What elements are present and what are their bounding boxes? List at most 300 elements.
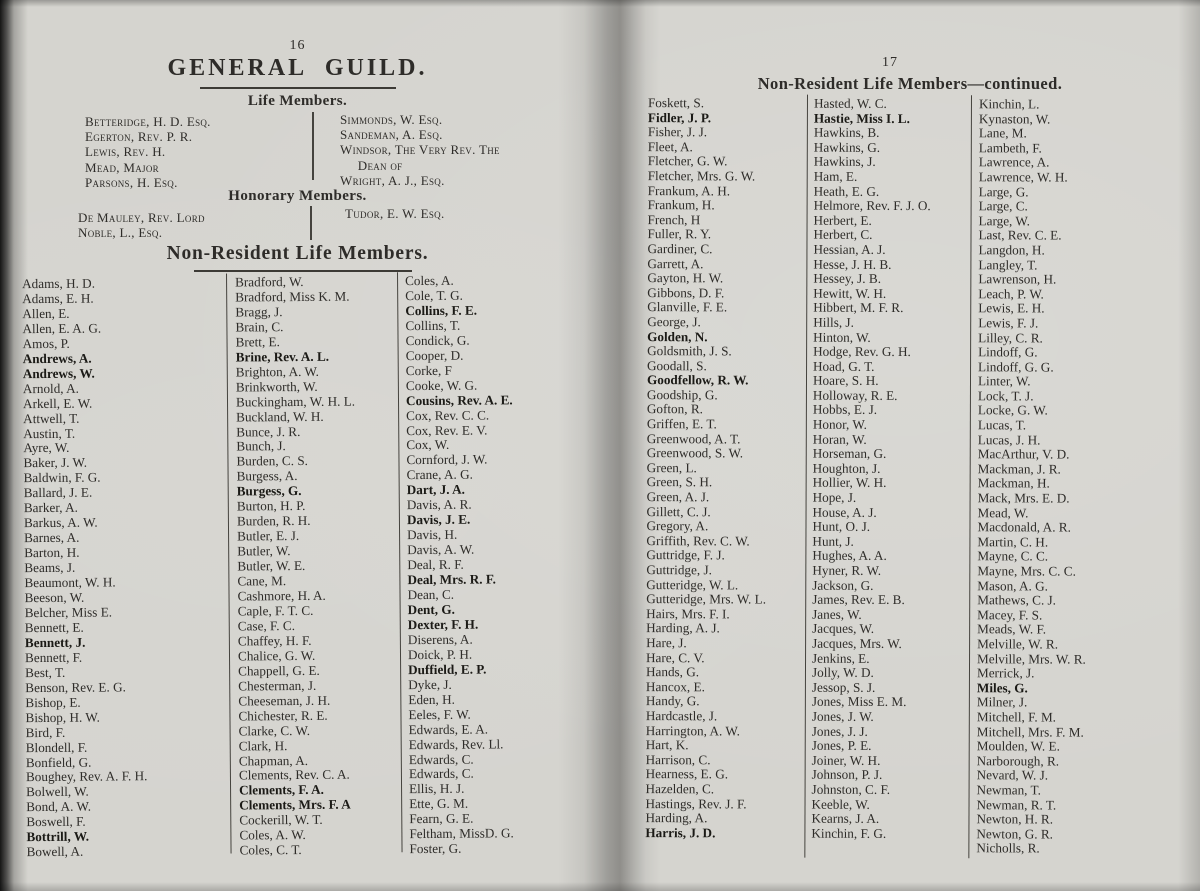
member-entry: George, J. (647, 314, 701, 330)
member-entry: Coles, C. T. (239, 842, 302, 858)
member-entry: Crane, A. G. (406, 467, 473, 483)
member-entry: Windsor, The Very Rev. The (340, 142, 500, 158)
honorary-left-column (78, 210, 205, 240)
member-entry: Chapman, A. (238, 752, 309, 768)
member-entry: Cashmore, H. A. (237, 587, 326, 604)
member-entry: Best, T. (25, 664, 66, 680)
member-entry: Newman, R. T. (976, 796, 1057, 813)
member-entry: Green, S. H. (646, 474, 713, 490)
member-entry: French, H (647, 211, 701, 228)
member-entry: Mayne, C. C. (977, 548, 1049, 564)
member-entry: Clements, F. A. (239, 782, 324, 798)
member-entry: Mead, Major (85, 159, 159, 175)
page-number: 16 (289, 38, 306, 53)
member-entry: Duffield, E. P. (408, 661, 487, 677)
member-entry: Guttridge, J. (646, 562, 712, 578)
member-entry: Parsons, H. Esq. (85, 174, 178, 190)
member-entry: Kearns, J. A. (811, 810, 880, 827)
member-entry: Arkell, E. W. (22, 395, 93, 411)
member-entry: Hesse, J. H. B. (813, 256, 892, 272)
member-entry: Case, F. C. (237, 617, 296, 634)
member-entry: Fisher, J. J. (647, 124, 708, 140)
member-entry: Ellis, H. J. (408, 781, 465, 797)
member-entry: Baldwin, F. G. (23, 469, 101, 486)
member-entry: Chichester, R. E. (238, 707, 328, 724)
member-entry: Clements, Mrs. F. A (239, 796, 351, 813)
member-entry: Beeson, W. (24, 589, 85, 606)
member-entry: Barker, A. (23, 500, 78, 516)
member-entry: Harris, J. D. (645, 824, 716, 841)
member-entry: Jones, J. W. (811, 708, 874, 724)
member-entry: Davis, J. E. (406, 511, 471, 528)
member-entry: Cole, T. G. (405, 287, 464, 304)
member-entry: Davis, A. W. (407, 541, 475, 558)
member-entry: Adams, H. D. (22, 275, 96, 292)
member-entry: Brett, E. (235, 333, 280, 350)
member-entry: Edwards, C. (408, 766, 474, 782)
member-entry: Fletcher, Mrs. G. W. (647, 168, 756, 184)
column-divider (312, 112, 314, 180)
member-entry: Ayre, W. (23, 440, 70, 456)
member-entry: Goodall, S. (647, 357, 707, 373)
member-entry: Gayton, H. W. (647, 270, 724, 286)
member-entry: Helmore, Rev. F. J. O. (813, 197, 931, 214)
member-entry: Mathews, C. J. (977, 592, 1057, 608)
member-entry: Lambeth, F. (978, 140, 1042, 156)
member-entry: Frankum, A. H. (647, 182, 731, 198)
member-entry: Blondell, F. (25, 739, 88, 755)
member-entry: Lucas, T. (977, 417, 1027, 433)
member-entry: Noble, L., Esq. (78, 225, 163, 241)
member-entry: Hollier, W. H. (812, 475, 887, 491)
member-entry: Deal, Mrs. R. F. (407, 571, 496, 588)
member-entry: Hodge, Rev. G. H. (813, 343, 911, 360)
member-entry: Meads, W. F. (977, 621, 1047, 637)
member-entry: Janes, W. (812, 606, 862, 622)
member-entry: Hunt, J. (812, 533, 854, 549)
member-entry: Hessian, A. J. (813, 241, 886, 257)
nonres-column-1 (18, 274, 232, 860)
honorary-members-heading: Honorary Members. (228, 188, 367, 204)
member-entry: Gregory, A. (646, 518, 709, 534)
member-entry: Burden, R. H. (236, 513, 311, 529)
member-entry: Guttridge, F. J. (646, 547, 725, 563)
nonres-column-6 (969, 95, 1168, 859)
member-entry: Melville, W. R. (977, 636, 1059, 652)
member-entry: Edwards, Rev. Ll. (408, 735, 504, 752)
member-entry: Fuller, R. Y. (647, 226, 712, 242)
member-entry: Condick, G. (405, 332, 470, 348)
member-entry: Dean, C. (407, 586, 455, 603)
member-entry: Bolwell, W. (26, 784, 89, 800)
member-entry: Hinton, W. (813, 329, 871, 345)
member-entry: Davis, A. R. (406, 496, 472, 513)
member-entry: Coles, A. (405, 272, 454, 289)
member-entry: Burgess, G. (236, 483, 302, 499)
life-members-heading: Life Members. (247, 93, 348, 109)
member-entry: Dent, G. (407, 601, 455, 618)
member-entry: Moulden, W. E. (976, 738, 1060, 754)
member-entry: Coles, A. W. (239, 827, 306, 843)
member-entry: Lilley, C. R. (978, 329, 1043, 345)
member-entry: Amos, P. (22, 335, 70, 351)
member-entry: Sandeman, A. Esq. (340, 127, 443, 143)
member-entry: Cheeseman, J. H. (238, 692, 331, 709)
member-entry: Harding, A. (645, 810, 708, 826)
member-entry: Hasted, W. C. (813, 95, 887, 111)
member-entry: Holloway, R. E. (812, 387, 898, 403)
member-entry: Newton, G. R. (976, 825, 1054, 842)
member-entry: Herbert, E. (813, 212, 872, 228)
member-entry: Hope, J. (812, 489, 857, 505)
member-entry: Macey, F. S. (977, 607, 1043, 623)
member-entry: Bragg, J. (235, 304, 283, 320)
member-entry: Edwards, E. A. (408, 721, 489, 737)
member-entry: Horan, W. (812, 431, 867, 447)
member-entry: Butler, E. J. (237, 528, 300, 544)
member-entry: Bonfield, G. (25, 754, 92, 770)
member-entry: Buckland, W. H. (236, 408, 324, 425)
member-entry: Fidler, J. P. (647, 109, 712, 125)
member-entry: Locke, G. W. (977, 402, 1048, 418)
member-entry: Hearness, E. G. (645, 766, 729, 782)
member-entry: Barton, H. (24, 544, 80, 561)
member-entry: Hawkins, G. (813, 139, 881, 155)
member-entry: Beams, J. (24, 559, 76, 576)
member-entry: Boughey, Rev. A. F. H. (25, 768, 148, 785)
honorary-right-column (345, 206, 445, 221)
non-resident-heading: Non-Resident Life Members. (166, 243, 429, 264)
member-entry: Bottrill, W. (26, 828, 90, 845)
member-entry: Hancox, E. (645, 678, 705, 695)
member-entry: Glanville, F. E. (647, 299, 728, 315)
continued-heading (620, 74, 1200, 94)
member-entry: Large, C. (978, 198, 1028, 214)
member-entry: Edwards, C. (408, 751, 474, 767)
nonres-column-2 (227, 272, 403, 858)
member-entry: Burden, C. S. (236, 453, 308, 469)
member-entry: Caple, F. T. C. (237, 602, 314, 619)
member-entry: Cooper, D. (405, 347, 464, 363)
member-entry: Lucas, J. H. (977, 431, 1041, 448)
member-entry: Heath, E. G. (813, 183, 880, 199)
member-entry: Macdonald, A. R. (977, 519, 1071, 535)
member-entry: Johnston, C. F. (811, 781, 891, 797)
member-entry: Bennett, J. (24, 634, 86, 651)
member-entry: Lindoff, G. (978, 344, 1038, 360)
member-entry: Dexter, F. H. (407, 616, 479, 633)
member-entry: Wright, A. J., Esq. (340, 172, 445, 188)
member-entry: Handy, G. (645, 693, 700, 709)
member-entry: Narborough, R. (976, 752, 1060, 769)
member-entry: Lewis, F. J. (978, 315, 1039, 331)
member-entry: Lawrence, A. (978, 154, 1050, 170)
member-entry: Kinchin, L. (978, 96, 1040, 112)
member-entry: Clements, Rev. C. A. (238, 767, 350, 783)
continued-heading-bold: Non-Resident Life Members (757, 74, 968, 93)
member-entry: Butler, W. E. (237, 558, 306, 574)
member-entry: Ballard, J. E. (23, 484, 93, 501)
member-entry: Chesterman, J. (238, 677, 317, 694)
member-entry: Chalice, G. W. (237, 647, 316, 664)
member-entry: Bird, F. (25, 724, 66, 740)
non-resident-columns (18, 271, 583, 860)
member-entry: Corke, F (405, 362, 452, 378)
member-entry: Brinkworth, W. (235, 378, 318, 395)
member-entry: Benson, Rev. E. G. (25, 679, 126, 695)
member-entry: Ette, G. M. (409, 796, 469, 812)
member-entry: MacArthur, V. D. (977, 446, 1070, 462)
member-entry: James, Rev. E. B. (812, 591, 905, 608)
member-entry: Jones, Miss E. M. (811, 694, 907, 710)
member-entry: Martin, C. H. (977, 534, 1049, 550)
life-members-right-column (340, 112, 500, 188)
member-entry: Barnes, A. (24, 529, 80, 546)
member-entry: Gutteridge, W. L. (646, 576, 739, 593)
member-entry: Cooke, W. G. (405, 377, 478, 393)
member-entry: Hardcastle, J. (645, 708, 718, 724)
column-divider (310, 206, 312, 240)
nonres-column-5 (805, 95, 972, 859)
member-entry: Hoad, G. T. (813, 358, 875, 374)
member-entry: Green, L. (646, 459, 697, 476)
member-entry: Honor, W. (812, 416, 867, 432)
member-entry: Mitchell, F. M. (976, 709, 1057, 725)
member-entry: Miles, G. (976, 679, 1028, 696)
member-entry: Green, A. J. (646, 489, 710, 505)
member-entry: Ham, E. (813, 168, 858, 184)
member-entry: Jacques, W. (812, 621, 875, 637)
member-entry: Hawkins, B. (813, 124, 880, 141)
member-entry: Adams, E. H. (22, 290, 94, 307)
member-entry: Leach, P. W. (978, 285, 1044, 302)
member-entry: Hyner, R. W. (812, 562, 882, 578)
member-entry: Bowell, A. (26, 843, 84, 860)
member-entry: Dart, J. A. (406, 482, 466, 498)
member-entry: Baker, J. W. (23, 455, 88, 471)
member-entry: Gutteridge, Mrs. W. L. (646, 591, 767, 607)
nonres-column-3 (398, 271, 579, 857)
continued-heading-suffix: —continued. (967, 74, 1063, 93)
member-entry: Johnson, P. J. (811, 766, 883, 783)
member-entry: Collins, F. E. (405, 302, 478, 319)
member-entry: Brighton, A. W. (235, 363, 320, 380)
member-entry: Cox, Rev. C. C. (406, 407, 490, 423)
member-entry: Buckingham, W. H. L. (235, 393, 356, 410)
page-number: 17 (882, 55, 898, 70)
member-entry: Nevard, W. J. (976, 767, 1049, 783)
member-entry: Milner, J. (976, 694, 1028, 710)
non-resident-columns-continued (639, 94, 1172, 859)
member-entry: Burton, H. P. (236, 498, 306, 514)
member-entry: Keeble, W. (811, 796, 870, 812)
member-entry: Chaffey, H. F. (237, 632, 312, 649)
member-entry: Cockerill, W. T. (239, 812, 323, 828)
member-entry: Large, G. (978, 183, 1029, 199)
member-entry: Boswell, F. (26, 813, 86, 830)
member-entry: Kynaston, W. (978, 110, 1051, 127)
member-entry: Fletcher, G. W. (647, 153, 728, 169)
member-entry: Gardiner, C. (647, 241, 713, 257)
member-entry: Cane, M. (237, 573, 287, 589)
member-entry: Newman, T. (976, 782, 1041, 798)
member-entry: Cousins, Rev. A. E. (405, 391, 513, 408)
member-entry: Jolly, W. D. (811, 664, 874, 681)
member-entry: Clarke, C. W. (238, 722, 311, 739)
member-entry: Hands, G. (645, 664, 700, 680)
member-entry: Hunt, O. J. (812, 518, 871, 535)
member-entry: Andrews, W. (22, 365, 95, 381)
member-entry: Kinchin, F. G. (811, 825, 887, 841)
member-entry: Langley, T. (978, 256, 1038, 272)
member-entry: Simmonds, W. Esq. (340, 112, 443, 127)
page-17 (600, 0, 1200, 891)
member-entry: Jackson, G. (812, 577, 874, 593)
member-entry: Hastie, Miss I. L. (813, 110, 910, 126)
member-entry: Bunce, J. R. (236, 423, 301, 440)
member-entry: Hobbs, E. J. (812, 402, 878, 418)
member-entry: Brain, C. (235, 318, 284, 335)
member-entry: Davis, H. (407, 526, 458, 543)
member-entry: Allen, E. (22, 305, 70, 322)
member-entry: Merrick, J. (976, 665, 1035, 681)
member-entry: Jones, P. E. (811, 737, 872, 754)
member-entry: Mack, Mrs. E. D. (977, 490, 1070, 506)
page-title: GENERAL GUILD. (167, 55, 428, 81)
member-entry: Lawrenson, H. (978, 271, 1057, 287)
member-entry: Mackman, J. R. (977, 461, 1061, 477)
member-entry: Cox, W. (406, 437, 450, 453)
nonres-column-4 (639, 94, 808, 858)
member-entry: Andrews, A. (22, 350, 92, 366)
member-entry: Joiner, W. H. (811, 752, 881, 768)
member-entry: Goldsmith, J. S. (647, 343, 732, 359)
member-entry: Bennett, F. (24, 649, 83, 665)
member-entry: Bishop, E. (25, 694, 81, 710)
member-entry: Hare, C. V. (646, 649, 705, 665)
member-entry: Lewis, E. H. (978, 300, 1045, 316)
member-entry: Greenwood, S. W. (646, 445, 744, 461)
member-entry: Deal, R. F. (407, 556, 464, 573)
member-entry: Mayne, Mrs. C. C. (977, 563, 1076, 579)
member-entry: Mason, A. G. (977, 577, 1049, 594)
member-entry: Melville, Mrs. W. R. (977, 650, 1086, 667)
member-entry: Jenkins, E. (812, 650, 870, 666)
member-entry: Bishop, H. W. (25, 709, 100, 725)
member-entry: Lane, M. (978, 125, 1027, 141)
member-entry: Hoare, S. H. (812, 372, 879, 389)
member-entry: Burgess, A. (236, 468, 298, 484)
member-entry: Allen, E. A. G. (22, 320, 102, 337)
member-entry: Dyke, J. (408, 676, 452, 692)
member-entry: Harrison, C. (645, 751, 711, 768)
member-entry: Horseman, G. (812, 445, 887, 462)
member-entry: Last, Rev. C. E. (978, 227, 1062, 243)
member-entry: Harrington, A. W. (645, 722, 740, 738)
member-entry: De Mauley, Rev. Lord (78, 210, 205, 225)
member-entry: Egerton, Rev. P. R. (85, 129, 193, 145)
member-entry: Lindoff, G. G. (978, 358, 1054, 375)
title-underline (200, 87, 396, 89)
member-entry: Foskett, S. (647, 95, 705, 111)
member-entry: Goodfellow, R. W. (646, 372, 749, 388)
member-entry: Hastings, Rev. J. F. (645, 795, 747, 811)
member-entry: Lawrence, W. H. (978, 169, 1068, 185)
member-entry: Fleet, A. (647, 138, 693, 155)
member-entry: Butler, W. (237, 543, 291, 559)
member-entry: Griffith, Rev. C. W. (646, 532, 750, 549)
member-entry: Lewis, Rev. H. (85, 144, 166, 160)
member-entry: Jacques, Mrs. W. (812, 635, 902, 651)
member-entry: Hewitt, W. H. (813, 285, 887, 301)
member-entry: Large, W. (978, 213, 1030, 229)
member-entry: Herbert, C. (813, 227, 873, 243)
member-entry: Attwell, T. (23, 410, 80, 426)
member-entry: Tudor, E. W. Esq. (345, 206, 445, 221)
member-entry: Garrett, A. (647, 255, 704, 271)
member-entry: Greenwood, A. T. (646, 430, 741, 447)
member-entry: Bond, A. W. (26, 799, 92, 815)
member-entry: Fearn, G. E. (409, 810, 474, 827)
member-entry: Doick, P. H. (407, 646, 473, 662)
member-entry: Hawkins, J. (813, 154, 876, 170)
member-entry: Jones, J. J. (811, 723, 868, 739)
member-entry: Nicholls, R. (976, 840, 1040, 856)
member-entry: Houghton, J. (812, 460, 881, 476)
member-entry: Chappell, G. E. (238, 662, 320, 679)
member-entry: Jessop, S. J. (811, 679, 876, 695)
member-entry: Cornford, J. W. (406, 451, 488, 468)
member-entry: Gillett, C. J. (646, 503, 711, 519)
member-entry: Lock, T. J. (977, 388, 1034, 404)
member-entry: Eeles, F. W. (408, 706, 471, 722)
life-members-left-column (85, 114, 211, 190)
member-entry: Brine, Rev. A. L. (235, 348, 330, 365)
member-entry: Newton, H. R. (976, 811, 1054, 827)
member-entry: Gibbons, D. F. (647, 284, 725, 301)
member-entry: Bennett, E. (24, 619, 84, 636)
member-entry: Hart, K. (645, 737, 689, 753)
member-entry: Austin, T. (23, 425, 76, 441)
member-entry: House, A. J. (812, 504, 877, 520)
member-entry: Hairs, Mrs. F. I. (646, 605, 730, 622)
member-entry: Dean of (340, 157, 403, 173)
member-entry: Arnold, A. (22, 380, 80, 396)
member-entry: Gofton, R. (646, 401, 703, 417)
member-entry: Mead, W. (977, 504, 1029, 521)
member-entry: Belcher, Miss E. (24, 604, 113, 621)
member-entry: Mitchell, Mrs. F. M. (976, 723, 1084, 740)
member-entry: Goodship, G. (646, 386, 718, 403)
member-entry: Hazelden, C. (645, 780, 715, 797)
member-entry: Eden, H. (408, 691, 455, 707)
member-entry: Hibbert, M. F. R. (813, 299, 904, 316)
member-entry: Clark, H. (238, 737, 288, 754)
member-entry: Beaumont, W. H. (24, 574, 116, 591)
member-entry: Linter, W. (977, 373, 1031, 389)
member-entry: Barkus, A. W. (23, 514, 98, 531)
member-entry: Foster, G. (409, 840, 462, 857)
member-entry: Harding, A. J. (646, 620, 720, 636)
member-entry: Frankum, H. (647, 197, 715, 213)
member-entry: Hills, J. (813, 314, 854, 330)
member-entry: Hessey, J. B. (813, 270, 882, 287)
member-entry: Griffen, E. T. (646, 416, 717, 432)
member-entry: Feltham, MissD. G. (409, 825, 514, 842)
member-entry: Hare, J. (646, 635, 687, 651)
member-entry: Bradford, W. (235, 273, 304, 290)
member-entry: Diserens, A. (407, 631, 473, 648)
